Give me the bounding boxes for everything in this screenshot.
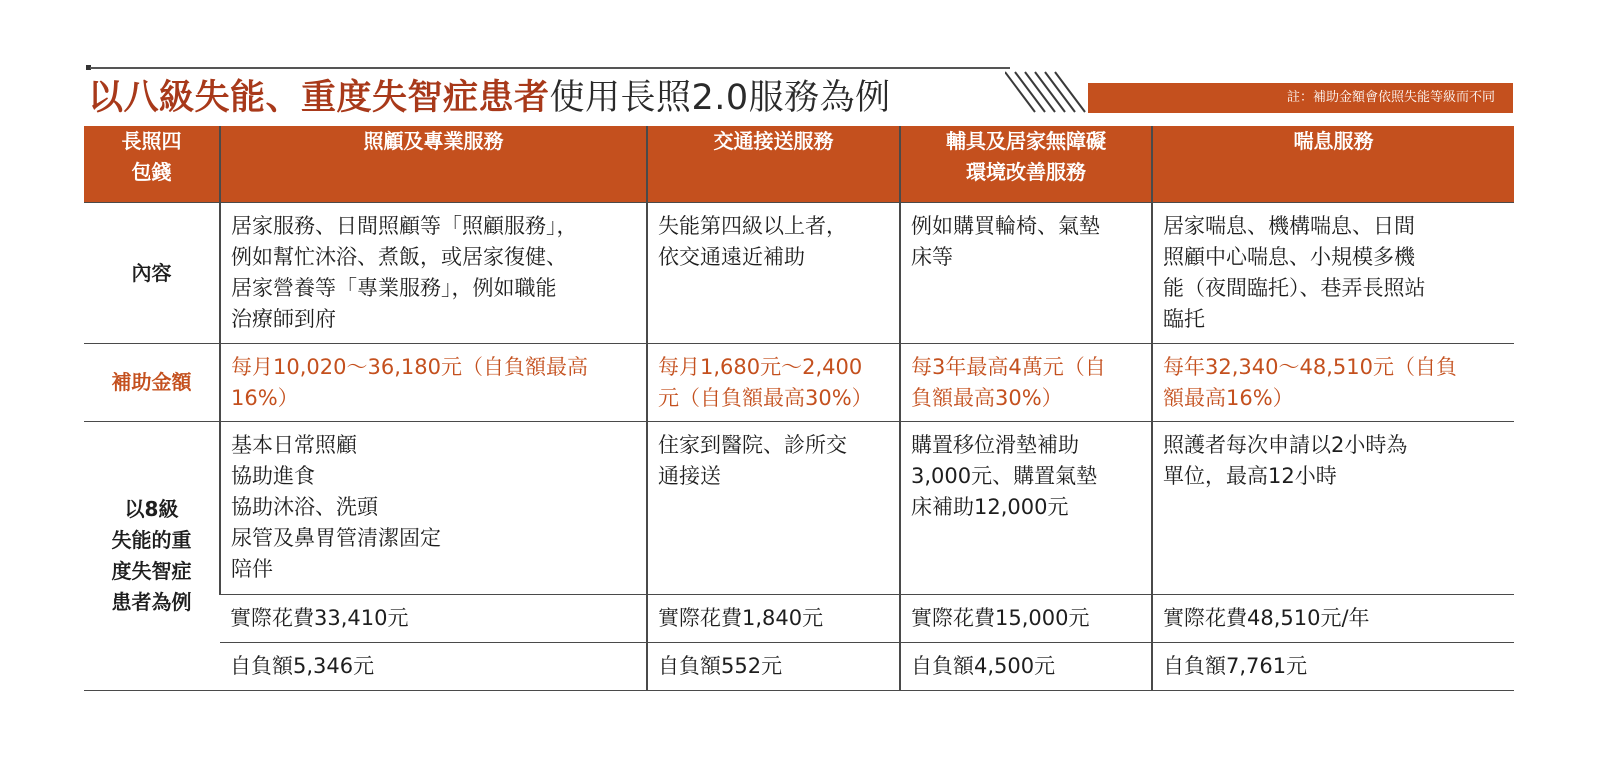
note-bar xyxy=(1088,83,1513,113)
table-cell: 每月10,020～36,180元（自負額最高 16%） xyxy=(220,344,647,422)
note-text: 註：補助金額會依照失能等級而不同 xyxy=(1286,90,1495,105)
table-cell: 自負額552元 xyxy=(647,643,900,691)
table-cell: 實際花費1,840元 xyxy=(647,595,900,643)
table-cell: 基本日常照顧 協助進食 協助沐浴、洗頭 尿管及鼻胃管清潔固定 陪伴 xyxy=(220,422,647,595)
row-label-example: 以8級 失能的重 度失智症 患者為例 xyxy=(84,422,220,691)
header-row xyxy=(84,126,1514,203)
page-title-normal: 使用長照2.0服務為例 xyxy=(549,78,891,118)
table-cell: 自負額4,500元 xyxy=(900,643,1152,691)
header-cell: 輔具及居家無障礙 環境改善服務 xyxy=(900,126,1152,203)
subsidy-row xyxy=(84,344,1514,422)
table-cell: 居家服務、日間照顧等「照顧服務」， 例如幫忙沐浴、煮飯，或居家復健、 居家營養等「專業服務」，例如職能 治療師到府 xyxy=(220,203,647,344)
header-cell: 長照四 包錢 xyxy=(84,126,220,203)
table-cell: 實際花費48,510元/年 xyxy=(1152,595,1514,643)
row-label-subsidy: 補助金額 xyxy=(84,344,220,422)
page-title-bold: 以八級失能、重度失智症患者 xyxy=(88,78,550,118)
table-cell: 自負額7,761元 xyxy=(1152,643,1514,691)
example-row xyxy=(84,422,1514,595)
header-cell: 交通接送服務 xyxy=(647,126,900,203)
title-rule xyxy=(90,67,1010,69)
ltc-services-table xyxy=(84,126,1514,691)
header-cell: 照顧及專業服務 xyxy=(220,126,647,203)
table-cell: 自負額5,346元 xyxy=(220,643,647,691)
table-cell: 每月1,680元～2,400 元（自負額最高30%） xyxy=(647,344,900,422)
table-cell: 每3年最高4萬元（自 負額最高30%） xyxy=(900,344,1152,422)
table-cell: 實際花費15,000元 xyxy=(900,595,1152,643)
row-label-content: 內容 xyxy=(84,203,220,344)
table-cell: 例如購買輪椅、氣墊 床等 xyxy=(900,203,1152,344)
content-row xyxy=(84,203,1514,344)
actual-cost-row xyxy=(84,595,1514,643)
table-cell: 每年32,340～48,510元（自負 額最高16%） xyxy=(1152,344,1514,422)
table-cell: 購置移位滑墊補助 3,000元、購置氣墊 床補助12,000元 xyxy=(900,422,1152,595)
header-cell: 喘息服務 xyxy=(1152,126,1514,203)
page-title xyxy=(88,76,891,120)
table-cell: 實際花費33,410元 xyxy=(220,595,647,643)
copay-row xyxy=(84,643,1514,691)
table-cell: 失能第四級以上者， 依交通遠近補助 xyxy=(647,203,900,344)
table-cell: 住家到醫院、診所交 通接送 xyxy=(647,422,900,595)
table-cell: 照護者每次申請以2小時為 單位，最高12小時 xyxy=(1152,422,1514,595)
table-cell: 居家喘息、機構喘息、日間 照顧中心喘息、小規模多機 能（夜間臨托）、巷弄長照站 臨托 xyxy=(1152,203,1514,344)
